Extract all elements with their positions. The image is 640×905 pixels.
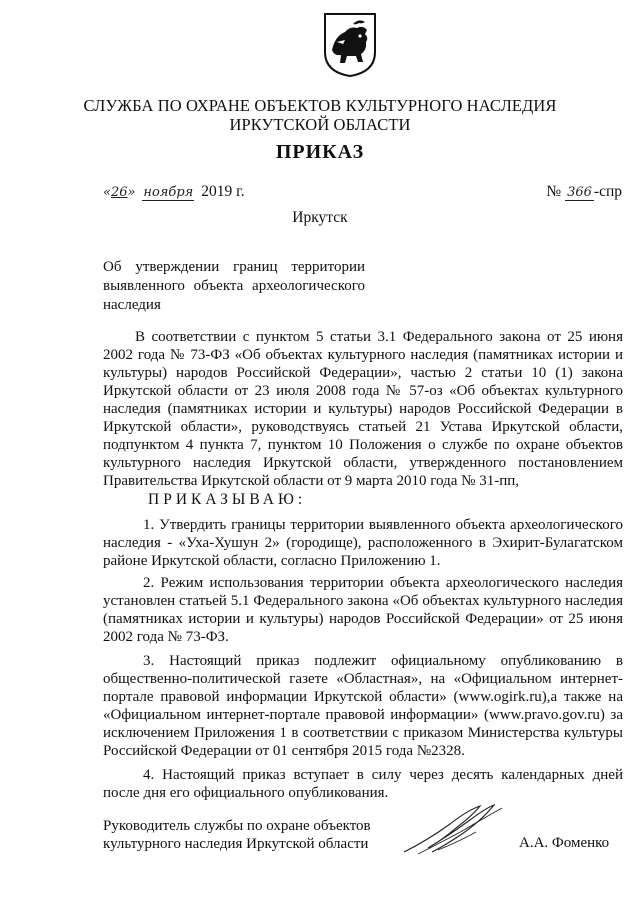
date-close-quote: »: [127, 185, 136, 200]
order-subject: [103, 258, 365, 315]
signer-name: А.А. Фоменко: [519, 835, 610, 851]
prikazyvayu-heading: ПРИКАЗЫВАЮ:: [148, 491, 307, 508]
number-handwritten: 366: [567, 185, 592, 200]
signer-title-line1: Руководитель службы по охране объектов: [103, 818, 371, 834]
subject-line: Об утверждении границ территории: [103, 259, 365, 275]
date-day-handwritten: 26: [110, 185, 128, 200]
signer-title: [103, 817, 371, 853]
order-date: [103, 183, 245, 201]
irkutsk-coat-of-arms-icon: [323, 12, 377, 78]
date-month-handwritten: ноября: [143, 185, 194, 200]
order-item-3: 3. Настоящий приказ подлежит официальному опубликованию в общественно-политической газете «Областная», на «Официальном интернет-портале правовой информации Иркутской области» (www.ogirk.ru),а также на «Официальном интернет-портале правовой информации» (www.pravo.gov.ru) за исключением Приложения 1 в соответствии с приказом Министерства культуры Российской Федерации от 01 сентября 2015 года №2328.: [103, 653, 623, 759]
handwritten-signature-icon: [398, 802, 508, 860]
order-item-2: 2. Режим использования территории объекта археологического наследия установлен статьей 5.1 Федерального закона «Об объектах культурного наследия (памятниках истории и культуры) народов Российской Федерации» от 25 июня 2002 года № 73-ФЗ.: [103, 575, 623, 645]
number-suffix: -спр: [593, 183, 622, 200]
order-item-1: 1. Утвердить границы территории выявленного объекта археологического наследия - «Уха-Хушун 2» (городище), расположенного в Эхирит-Булагатском районе Иркутской области, согласно Приложению 1.: [103, 517, 623, 569]
city-name: Иркутск: [292, 209, 348, 226]
signer-title-line2: культурного наследия Иркутской области: [103, 836, 369, 852]
document-type-title: ПРИКАЗ: [275, 141, 365, 163]
date-open-quote: «: [103, 185, 111, 200]
date-year: 2019 г.: [201, 183, 245, 200]
order-item-4: 4. Настоящий приказ вступает в силу через десять календарных дней после дня его официального опубликования.: [103, 767, 623, 801]
preamble-paragraph: В соответствии с пунктом 5 статьи 3.1 Федерального закона от 25 июня 2002 года № 73-ФЗ «Об объектах культурного наследия (памятниках истории и культуры) народов Российской Федерации», частью 2 статьи 10 (1) закона Иркутской области от 23 июля 2008 года № 57-оз «Об объектах культурного наследия (памятниках истории и культуры) народов Российской Федерации в Иркутской области», руководствуясь статьей 21 Устава Иркутской области, подпунктом 4 пункта 7, пунктом 10 Положения о службе по охране объектов культурного наследия Иркутской области, утвержденного постановлением Правительства Иркутской области от 9 марта 2010 года № 31-пп,: [103, 329, 623, 489]
organization-name-line2: ИРКУТСКОЙ ОБЛАСТИ: [229, 115, 411, 134]
number-prefix: №: [546, 183, 562, 200]
order-number: [546, 183, 622, 201]
organization-name-line1: СЛУЖБА ПО ОХРАНЕ ОБЪЕКТОВ КУЛЬТУРНОГО НАСЛЕДИЯ: [83, 96, 557, 115]
subject-line: выявленного объекта археологического: [103, 278, 365, 294]
date-day-field: [103, 183, 135, 201]
subject-line: наследия: [103, 297, 161, 313]
